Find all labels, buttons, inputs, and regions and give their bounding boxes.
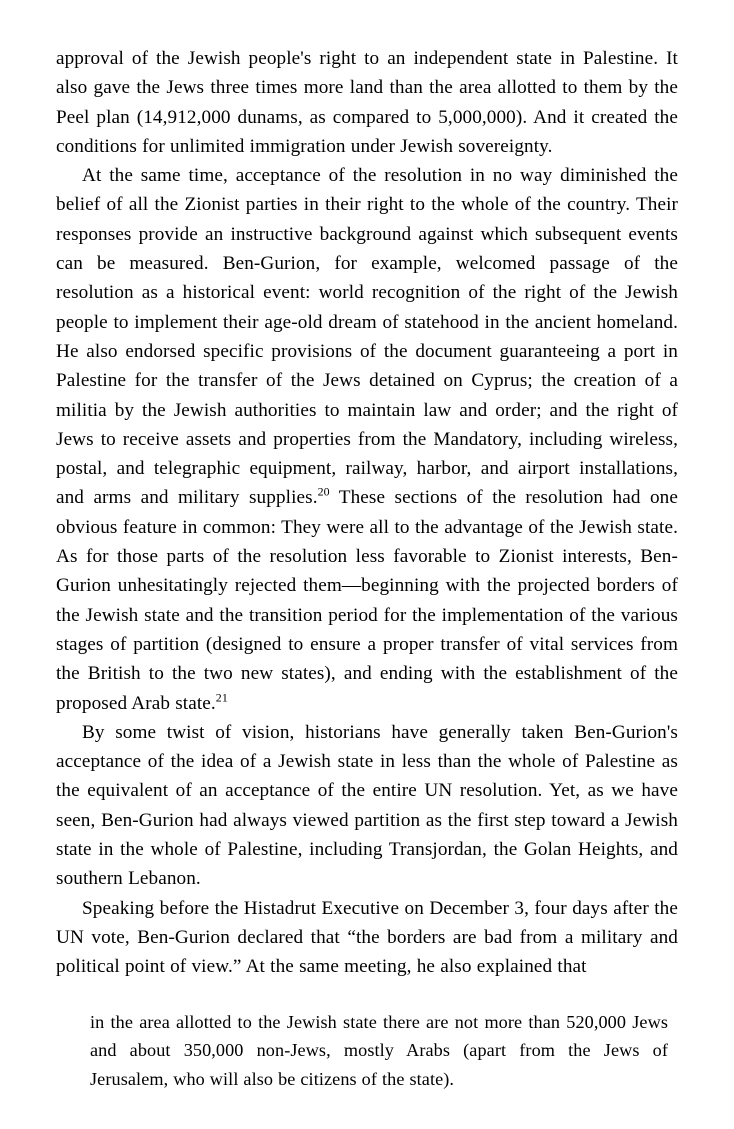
footnote-marker-20: 20 bbox=[317, 485, 330, 500]
blockquote bbox=[56, 1008, 678, 1094]
body-text-column bbox=[56, 44, 678, 1093]
paragraph-2 bbox=[56, 161, 678, 718]
footnote-marker-21: 21 bbox=[215, 690, 228, 705]
paragraph-4: Speaking before the Histadrut Executive on December 3, four days after the UN vote, Ben-Gurion declared that “the borders are bad from a military and political point of view.” At the same meeting, he also explained that bbox=[56, 897, 678, 978]
paragraph-2-part-1: At the same time, acceptance of the resolution in no way diminished the belief of all the Zionist parties in their right to the whole of the country. Their responses provide an instructive background against which subsequent events can be measured. Ben-Gurion, for example, welcomed passage of the resolution as a historical event: world recognition of the right of the Jewish people to implement their age-old dream of statehood in the ancient homeland. He also endorsed specific provisions of the document guaranteeing a port in Palestine for the transfer of the Jews detained on Cyprus; the creation of a militia by the Jewish authorities to maintain law and order; and the right of Jews to receive assets and properties from the Mandatory, including wireless, postal, and telegraphic equipment, railway, harbor, and airport installations, and arms and military supplies. bbox=[56, 165, 678, 509]
paragraph-1: approval of the Jewish people's right to an independent state in Palestine. It also gave the Jews three times more land than the area allotted to them by the Peel plan (14,912,000 dunams, as compared to 5,000,000). And it created the conditions for unlimited immigration under Jewish sovereignty. bbox=[56, 48, 678, 157]
blockquote-text: in the area allotted to the Jewish state there are not more than 520,000 Jews and about 350,000 non-Jews, mostly Arabs (apart from the Jews of Jerusalem, who will also be citizens of the state). bbox=[90, 1011, 668, 1089]
paragraph-2-part-2: These sections of the resolution had one obvious feature in common: They were all to the advantage of the Jewish state. As for those parts of the resolution less favorable to Zionist interests, Ben-Gurion unhesitatingly rejected them—beginning with the projected borders of the Jewish state and the transition period for the implementation of the various stages of partition (designed to ensure a proper transfer of vital services from the British to the two new states), and ending with the establishment of the proposed Arab state. bbox=[56, 487, 678, 714]
paragraph-3: By some twist of vision, historians have generally taken Ben-Gurion's acceptance of the idea of a Jewish state in less than the whole of Palestine as the equivalent of an acceptance of the entire UN resolution. Yet, as we have seen, Ben-Gurion had always viewed partition as the first step toward a Jewish state in the whole of Palestine, including Transjordan, the Golan Heights, and southern Lebanon. bbox=[56, 721, 678, 890]
